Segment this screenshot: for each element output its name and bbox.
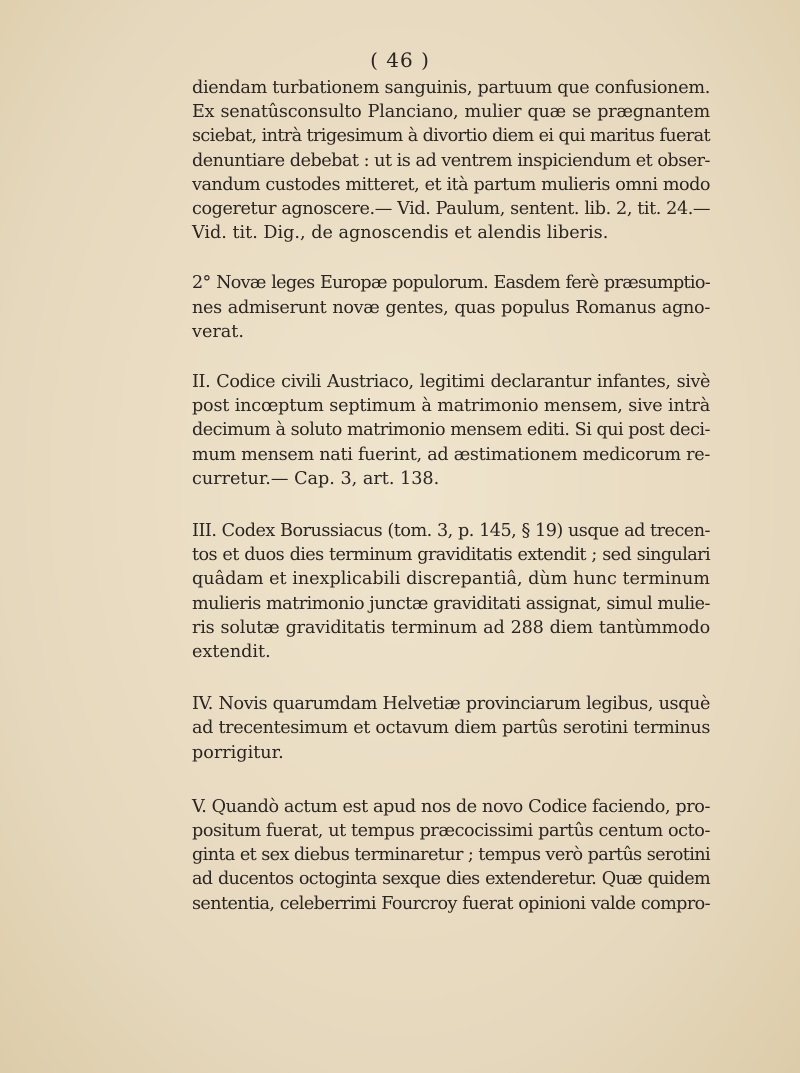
paragraph-1 (192, 76, 710, 245)
page-number: ( 46 ) (370, 48, 430, 72)
text-line: quâdam et inexplicabili discrepantiâ, dùm hunc terminum (192, 569, 710, 590)
text-line: Vid. tit. Dig., de agnoscendis et alendis liberis. (192, 223, 609, 244)
text-line: porrigitur. (192, 742, 284, 763)
text-line: 2° Novæ leges Europæ populorum. Easdem ferè præsumptio- (192, 273, 710, 294)
paragraph-3 (192, 370, 710, 491)
text-line: V. Quandò actum est apud nos de novo Codice faciendo, pro- (192, 796, 710, 817)
paragraph-6 (192, 795, 710, 916)
text-line: sententia, celeberrimi Fourcroy fuerat opinioni valde compro- (192, 893, 710, 914)
text-line: extendit. (192, 642, 271, 663)
text-line: verat. (192, 321, 244, 342)
text-line: mum mensem nati fuerint, ad æstimationem medicorum re- (192, 444, 710, 465)
text-line: diendam turbationem sanguinis, partuum que confusionem. (192, 78, 710, 98)
text-line: ad trecentesimum et octavum diem partûs serotini terminus (192, 718, 710, 739)
paragraph-2 (192, 271, 710, 344)
paragraph-5 (192, 692, 710, 765)
text-line: cogeretur agnoscere.— Vid. Paulum, sentent. lib. 2, tit. 24.— (192, 199, 711, 220)
text-line: mulieris matrimonio junctæ graviditati assignat, simul mulie- (192, 593, 710, 614)
text-line: curretur.— Cap. 3, art. 138. (192, 468, 440, 489)
text-line: post incœptum septimum à matrimonio mensem, sive intrà (192, 396, 710, 417)
text-line: II. Codice civili Austriaco, legitimi declarantur infantes, sivè (192, 372, 710, 393)
text-line: decimum à soluto matrimonio mensem editi. Si qui post deci- (192, 420, 710, 441)
text-line: III. Codex Borussiacus (tom. 3, p. 145, § 19) usque ad trecen- (192, 521, 710, 542)
text-line: sciebat, intrà trigesimum à divortio diem ei qui maritus fuerat (192, 126, 710, 147)
text-line: ris solutæ graviditatis terminum ad 288 diem tantùmmodo (192, 617, 710, 638)
body-text (192, 76, 710, 916)
text-line: vandum custodes mitteret, et ità partum mulieris omni modo (192, 174, 710, 195)
text-line: nes admiserunt novæ gentes, quas populus Romanus agno- (192, 297, 710, 318)
text-line: IV. Novis quarumdam Helvetiæ provinciarum legibus, usquè (192, 694, 710, 715)
text-line: tos et duos dies terminum graviditatis extendit ; sed singulari (192, 545, 710, 566)
paragraph-4 (192, 519, 710, 664)
text-line: ad ducentos octoginta sexque dies extenderetur. Quæ quidem (192, 869, 710, 890)
text-line: ginta et sex diebus terminaretur ; tempus verò partûs serotini (192, 845, 710, 866)
text-line: Ex senatûsconsulto Planciano, mulier quæ se prægnantem (192, 102, 710, 123)
text-line: denuntiare debebat : ut is ad ventrem inspiciendum et obser- (192, 150, 710, 171)
text-line: positum fuerat, ut tempus præcocissimi partûs centum octo- (192, 821, 711, 842)
